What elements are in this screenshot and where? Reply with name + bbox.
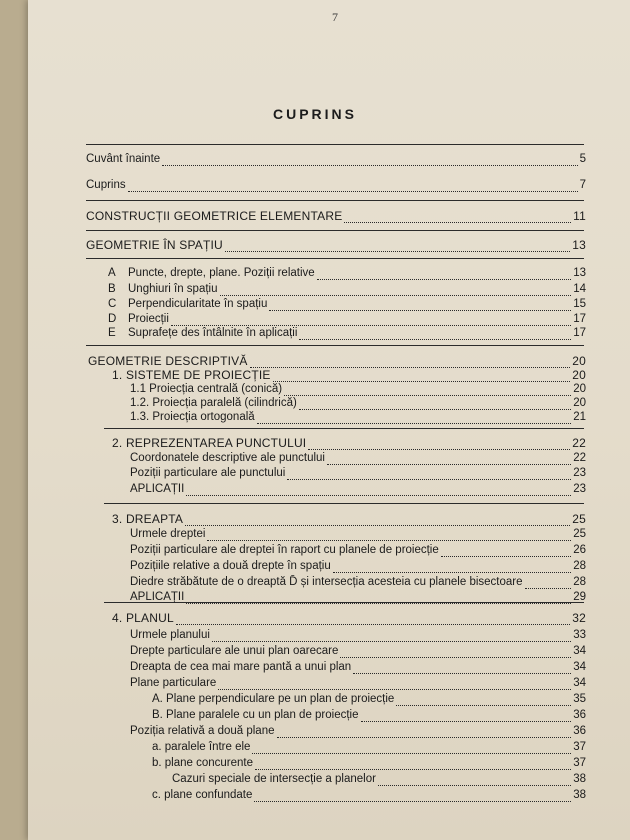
toc-entry-label: Plane particulare [130, 677, 217, 689]
toc-entry-page: 38 [573, 789, 586, 801]
toc-entry-label: B. Plane paralele cu un plan de proiecție [152, 709, 359, 721]
toc-entry-label: Unghiuri în spațiu [128, 283, 218, 295]
toc-entry[interactable] [130, 410, 586, 424]
toc-entry[interactable] [108, 312, 586, 326]
toc-entry[interactable] [130, 543, 586, 557]
toc-entry-label: 4. PLANUL [112, 611, 174, 625]
toc-entry[interactable] [108, 282, 586, 296]
toc-entry[interactable] [130, 382, 586, 396]
toc-entry-page: 17 [573, 313, 586, 325]
toc-entry-label: Cazuri speciale de intersecție a planelor [172, 773, 376, 785]
toc-entry-label: GEOMETRIE DESCRIPTIVĂ [88, 354, 248, 368]
toc-entry-page: 28 [573, 560, 586, 572]
toc-entry-page: 23 [573, 467, 586, 479]
toc-entry[interactable] [130, 660, 586, 674]
toc-entry-page: 29 [573, 591, 586, 603]
toc-entry[interactable] [112, 611, 586, 625]
toc-entry-page: 28 [573, 576, 586, 588]
toc-entry[interactable] [88, 354, 586, 368]
toc-entry-label: 1. SISTEME DE PROIECȚIE [112, 368, 271, 382]
toc-entry-label: Cuprins [86, 179, 126, 191]
toc-entry-label: b. plane concurente [152, 757, 254, 769]
toc-entry-label: Poziții particulare ale dreptei în raport cu planele de proiecție [130, 544, 439, 556]
toc-entry-label: APLICAȚII [130, 591, 185, 603]
separator-line [86, 345, 584, 346]
toc-entry[interactable] [86, 178, 586, 192]
toc-entry[interactable] [130, 724, 586, 738]
toc-entry-label: 3. DREAPTA [112, 512, 184, 526]
toc-entry-page: 7 [579, 179, 586, 191]
toc-entry[interactable] [108, 297, 586, 311]
toc-entry[interactable] [130, 451, 586, 465]
toc-entry-page: 13 [573, 267, 586, 279]
toc-entry-label: Coordonatele descriptive ale punctului [130, 452, 325, 464]
toc-entry-label: Urmele dreptei [130, 528, 206, 540]
toc-entry[interactable] [152, 788, 586, 802]
toc-entry[interactable] [130, 527, 586, 541]
toc-entry-label: a. paralele între ele [152, 741, 251, 753]
separator-line [86, 230, 584, 231]
toc-entry-label: 1.3. Proiecția ortogonală [130, 411, 255, 423]
toc-entry-label: 2. REPREZENTAREA PUNCTULUI [112, 436, 307, 450]
toc-entry[interactable] [86, 152, 586, 166]
toc-entry-page: 17 [573, 327, 586, 339]
toc-entry[interactable] [152, 708, 586, 722]
toc-entry-page: 20 [573, 397, 586, 409]
separator-line [86, 258, 584, 259]
toc-entry-label: Poziția relativă a două plane [130, 725, 275, 737]
toc-entry-label: CONSTRUCȚII GEOMETRICE ELEMENTARE [86, 209, 343, 223]
toc-entry[interactable] [152, 756, 586, 770]
toc-entry-letter: D [108, 313, 117, 325]
separator-line [104, 503, 584, 504]
toc-entry-label: 1.2. Proiecția paralelă (cilindrică) [130, 397, 297, 409]
toc-entry-page: 32 [572, 611, 586, 625]
toc-entry-label: Perpendicularitate în spațiu [128, 298, 268, 310]
toc-entry[interactable] [130, 644, 586, 658]
toc-entry[interactable] [130, 676, 586, 690]
toc-entry[interactable] [108, 266, 586, 280]
toc-entry-page: 20 [573, 383, 586, 395]
toc-entry-label: Pozițiile relative a două drepte în spațiu [130, 560, 331, 572]
toc-entry[interactable] [112, 436, 586, 450]
toc-entry-label: Suprafețe des întâlnite în aplicații [128, 327, 298, 339]
toc-entry[interactable] [86, 209, 586, 223]
toc-entry[interactable] [130, 466, 586, 480]
toc-entry-label: Diedre străbătute de o dreaptă D̄ și intersecția acesteia cu planele bisectoare [130, 576, 523, 588]
toc-entry-page: 38 [573, 773, 586, 785]
toc-entry[interactable] [130, 482, 586, 496]
toc-entry-page: 20 [572, 368, 586, 382]
toc-entry-label: c. plane confundate [152, 789, 253, 801]
toc-entry-page: 37 [573, 757, 586, 769]
toc-entry-page: 5 [579, 153, 586, 165]
toc-entry[interactable] [172, 772, 586, 786]
toc-entry-label: 1.1 Proiecția centrală (conică) [130, 383, 283, 395]
toc-entry[interactable] [112, 512, 586, 526]
toc-entry[interactable] [152, 740, 586, 754]
toc-entry-label: A. Plane perpendiculare pe un plan de proiecție [152, 693, 395, 705]
toc-entry-page: 21 [573, 411, 586, 423]
toc-entry-letter: C [108, 298, 117, 310]
toc-entry-page: 26 [573, 544, 586, 556]
toc-entry-page: 11 [573, 209, 586, 223]
toc-entry-page: 36 [573, 709, 586, 721]
toc-entry-label: APLICAȚII [130, 483, 185, 495]
toc-entry-label: Poziții particulare ale punctului [130, 467, 286, 479]
separator-line [86, 200, 584, 201]
separator-line [86, 144, 584, 145]
page-number: 7 [332, 10, 338, 24]
toc-entry-page: 34 [573, 677, 586, 689]
toc-entry-letter: E [108, 327, 116, 339]
toc-entry-page: 20 [572, 354, 586, 368]
toc-entry-page: 22 [572, 436, 586, 450]
toc-entry-label: Urmele planului [130, 629, 210, 641]
toc-entry-page: 22 [573, 452, 586, 464]
toc-entry-letter: B [108, 283, 116, 295]
toc-entry-letter: A [108, 267, 116, 279]
toc-entry[interactable] [108, 326, 586, 340]
toc-entry-page: 35 [573, 693, 586, 705]
toc-entry-label: Proiecții [128, 313, 169, 325]
toc-entry[interactable] [130, 575, 586, 589]
toc-entry[interactable] [130, 590, 586, 604]
toc-entry-page: 13 [572, 238, 586, 252]
toc-entry-page: 25 [572, 512, 586, 526]
toc-entry[interactable] [112, 368, 586, 382]
toc-entry[interactable] [130, 559, 586, 573]
toc-entry[interactable] [130, 396, 586, 410]
toc-entry-page: 33 [573, 629, 586, 641]
toc-title: CUPRINS [272, 106, 357, 122]
toc-entry-page: 23 [573, 483, 586, 495]
toc-entry-page: 37 [573, 741, 586, 753]
toc-entry-label: Cuvânt înainte [86, 153, 161, 165]
toc-entry-page: 34 [573, 645, 586, 657]
toc-entry-label: Drepte particulare ale unui plan oarecare [130, 645, 339, 657]
toc-entry-label: Puncte, drepte, plane. Poziții relative [128, 267, 315, 279]
toc-entry-label: GEOMETRIE ÎN SPAȚIU [86, 238, 223, 252]
toc-entry-page: 36 [573, 725, 586, 737]
separator-line [104, 428, 584, 429]
toc-entry-page: 15 [573, 298, 586, 310]
toc-entry-page: 34 [573, 661, 586, 673]
toc-entry[interactable] [86, 238, 586, 252]
toc-entry-label: Dreapta de cea mai mare pantă a unui plan [130, 661, 352, 673]
toc-entry[interactable] [130, 628, 586, 642]
toc-entry[interactable] [152, 692, 586, 706]
toc-entry-page: 14 [573, 283, 586, 295]
toc-entry-page: 25 [573, 528, 586, 540]
